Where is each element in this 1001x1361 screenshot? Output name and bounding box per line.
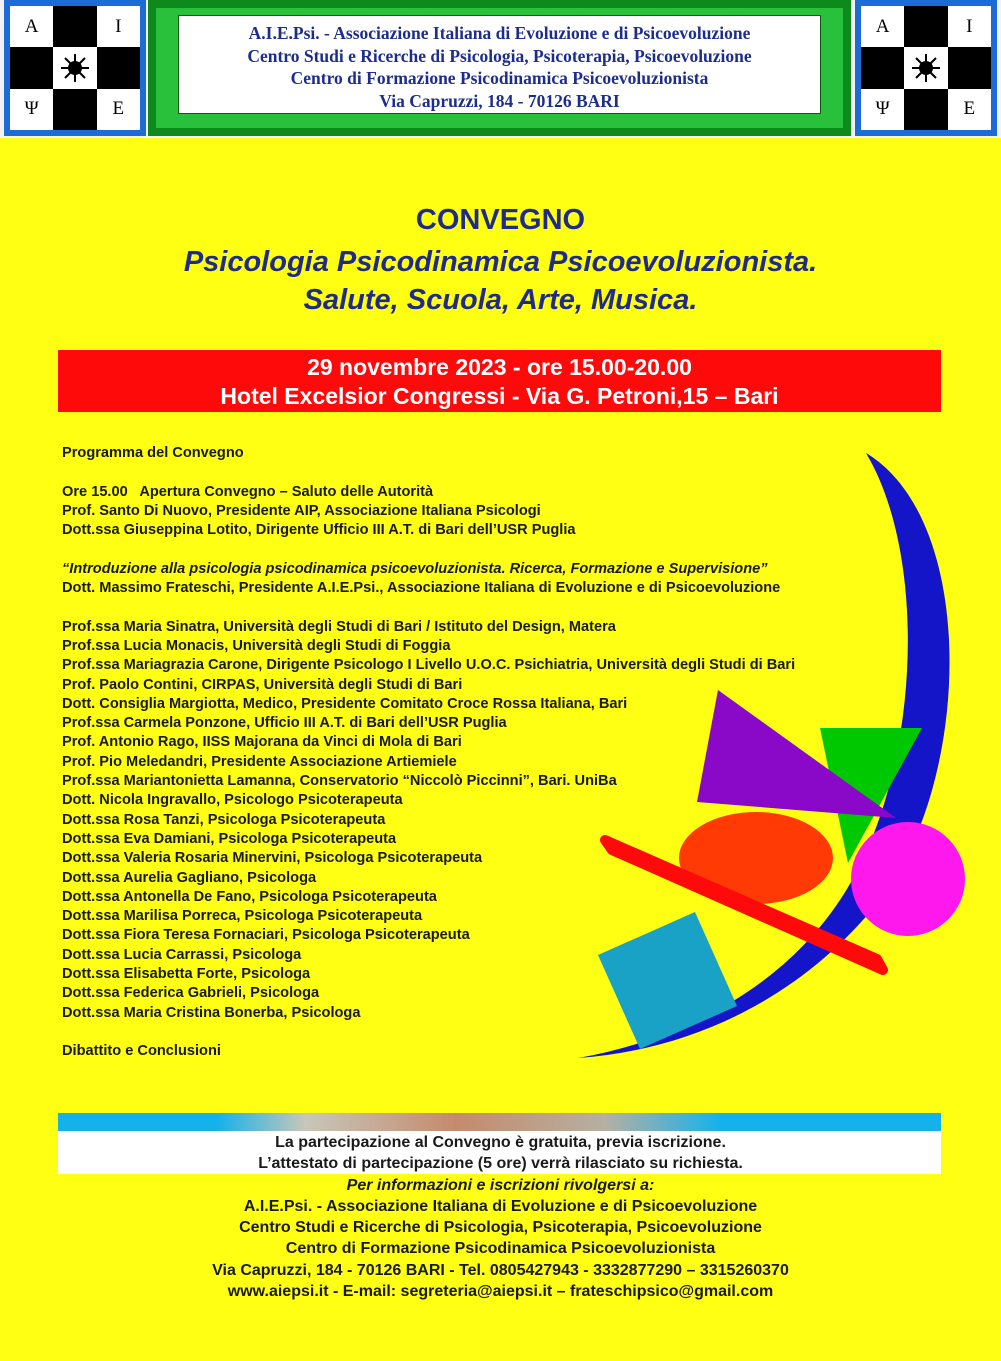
program-closing: Dibattito e Conclusioni [62, 1043, 221, 1060]
logo-letter-a: A [875, 15, 890, 37]
logo-letter-e: E [963, 98, 976, 120]
event-date-time: 29 novembre 2023 - ore 15.00-20.00 [307, 354, 692, 380]
speaker-item: Prof.ssa Carmela Ponzone, Ufficio III A.T. di Bari dell’USR Puglia [62, 715, 507, 732]
header-line: Via Capruzzi, 184 - 70126 BARI [379, 90, 620, 111]
footer-line: La partecipazione al Convegno è gratuita, previa iscrizione. [275, 1134, 726, 1151]
intro-talk-speaker: Dott. Massimo Frateschi, Presidente A.I.E.Psi., Associazione Italiana di Evoluzione e di Psicoevoluzione [62, 580, 781, 597]
event-kicker: CONVEGNO [415, 204, 586, 236]
speaker-item: Dott. Nicola Ingravallo, Psicologo Psicoterapeuta [62, 792, 403, 809]
logo-letter-a: A [24, 15, 39, 37]
speaker-item: Dott.ssa Marilisa Porreca, Psicologa Psicoterapeuta [62, 908, 423, 925]
program-item: Prof. Santo Di Nuovo, Presidente AIP, Associazione Italiana Psicologi [62, 502, 541, 519]
logo-letter-e: E [112, 98, 125, 120]
speaker-item: Dott. Consiglia Margiotta, Medico, Presidente Comitato Croce Rossa Italiana, Bari [62, 695, 628, 712]
speaker-item: Dott.ssa Antonella De Fano, Psicologa Psicoterapeuta [62, 888, 437, 905]
intro-talk-title: “Introduzione alla psicologia psicodinamica psicoevoluzionista. Ricerca, Formazione e Supervisione” [62, 560, 768, 577]
speaker-item: Dott.ssa Federica Gabrieli, Psicologa [62, 985, 320, 1002]
speaker-item: Dott.ssa Fiora Teresa Fornaciari, Psicologa Psicoterapeuta [62, 927, 470, 944]
speaker-item: Prof.ssa Mariantonietta Lamanna, Conservatorio “Niccolò Piccinni”, Bari. UniBa [62, 773, 617, 790]
speaker-item: Prof.ssa Mariagrazia Carone, Dirigente Psicologo I Livello U.O.C. Psichiatria, Università degli Studi di Bari [62, 657, 796, 674]
date-venue-band [58, 350, 941, 412]
speaker-item: Dott.ssa Rosa Tanzi, Psicologa Psicoterapeuta [62, 811, 386, 828]
program-heading: Programma del Convegno [62, 445, 244, 461]
header-line: Centro Studi e Ricerche di Psicologia, Psicoterapia, Psicoevoluzione [247, 45, 752, 66]
footer-line: L’attestato di partecipazione (5 ore) verrà rilasciato su richiesta. [258, 1155, 743, 1173]
logo-letter-psi: Ψ [875, 98, 890, 120]
speaker-item: Prof. Pio Meledandri, Presidente Associazione Artiemiele [62, 753, 457, 770]
event-title-line: Psicologia Psicodinamica Psicoevoluzionista. [183, 246, 818, 278]
speaker-item: Prof.ssa Maria Sinatra, Università degli Studi di Bari / Istituto del Design, Matera [62, 618, 616, 635]
event-venue: Hotel Excelsior Congressi - Via G. Petroni,15 – Bari [220, 383, 779, 409]
logo-letter-psi: Ψ [24, 98, 39, 120]
logo-letter-i: I [966, 15, 973, 37]
speaker-item: Prof. Paolo Contini, CIRPAS, Università degli Studi di Bari [62, 676, 463, 693]
speaker-item: Dott.ssa Aurelia Gagliano, Psicologa [62, 869, 317, 886]
header-line: A.I.E.Psi. - Associazione Italiana di Evoluzione e di Psicoevoluzione [248, 23, 751, 43]
speaker-item: Dott.ssa Valeria Rosaria Minervini, Psicologa Psicoterapeuta [62, 850, 483, 867]
event-title [0, 243, 1001, 319]
footer-org-line: Centro Studi e Ricerche di Psicologia, Psicoterapia, Psicoevoluzione [239, 1219, 762, 1237]
header-line: Centro di Formazione Psicodinamica Psicoevoluzionista [290, 68, 709, 88]
event-title-line: Salute, Scuola, Arte, Musica. [303, 284, 698, 316]
speaker-item: Dott.ssa Eva Damiani, Psicologa Psicoterapeuta [62, 830, 397, 847]
footer-org-line: A.I.E.Psi. - Associazione Italiana di Evoluzione e di Psicoevoluzione [243, 1197, 758, 1215]
program-item: Ore 15.00 Apertura Convegno – Saluto delle Autorità [62, 483, 434, 500]
speaker-item: Prof.ssa Lucia Monacis, Università degli Studi di Foggia [62, 637, 451, 654]
program-item: Dott.ssa Giuseppina Lotito, Dirigente Ufficio III A.T. di Bari dell’USR Puglia [62, 522, 576, 539]
footer-info-heading: Per informazioni e iscrizioni rivolgersi a: [346, 1176, 655, 1194]
footer-contacts: www.aiepsi.it - E-mail: segreteria@aiepsi.it – frateschipsico@gmail.com [227, 1283, 774, 1301]
footer-org-line: Centro di Formazione Psicodinamica Psicoevoluzionista [285, 1240, 716, 1258]
footer-divider [58, 1113, 941, 1131]
footer-address: Via Capruzzi, 184 - 70126 BARI - Tel. 0805427943 - 3332877290 – 3315260370 [212, 1261, 789, 1279]
speaker-item: Prof. Antonio Rago, IISS Majorana da Vinci di Mola di Bari [62, 734, 462, 751]
speaker-item: Dott.ssa Maria Cristina Bonerba, Psicologa [62, 1004, 361, 1021]
footer-info [0, 1132, 1001, 1302]
speaker-item: Dott.ssa Elisabetta Forte, Psicologa [62, 966, 311, 983]
logo-letter-i: I [115, 15, 122, 37]
speaker-item: Dott.ssa Lucia Carrassi, Psicologa [62, 946, 302, 963]
program-list [62, 444, 922, 1062]
